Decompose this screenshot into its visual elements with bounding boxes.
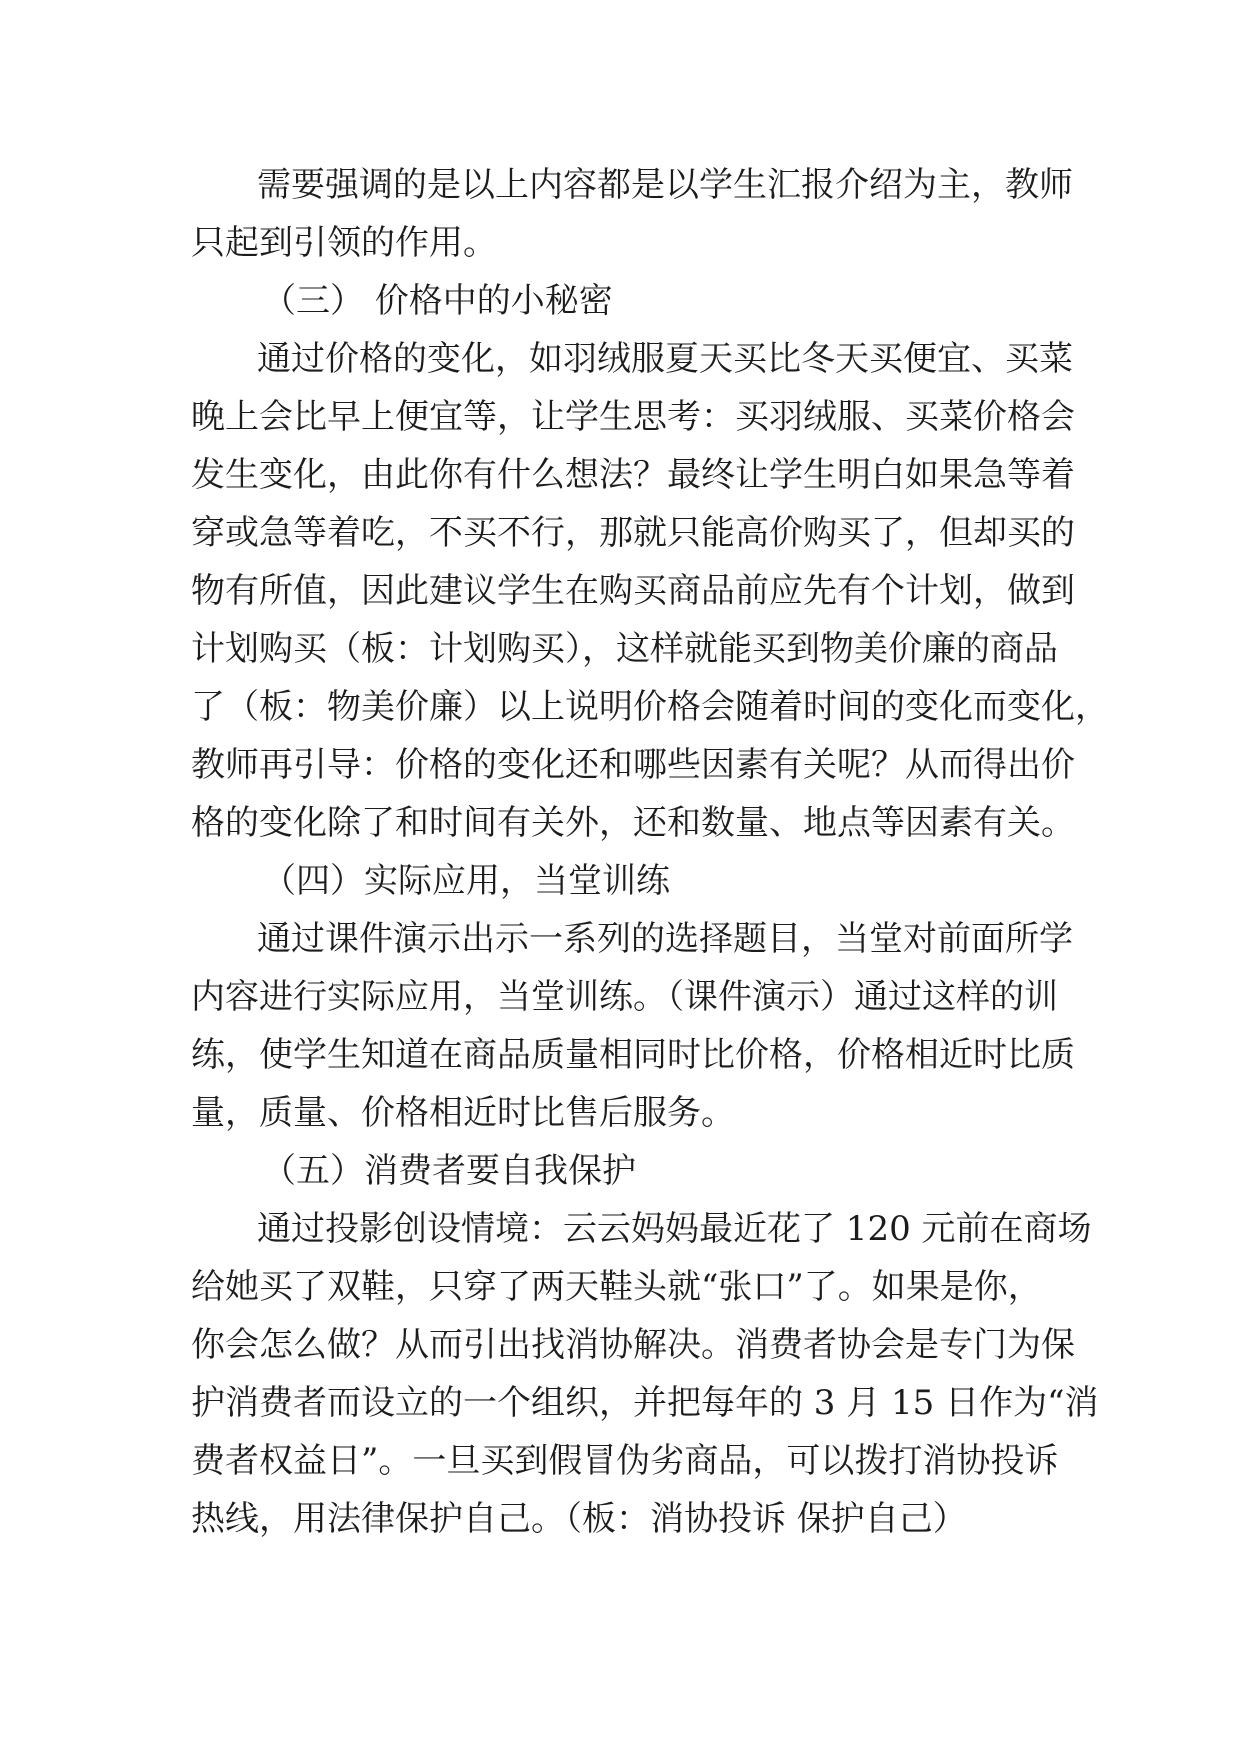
paragraph-line: 计划购买（板：计划购买），这样就能买到物美价廉的商品 <box>191 629 1058 669</box>
paragraph-line: 量，质量、价格相近时比售后服务。 <box>191 1093 735 1133</box>
section-heading-5: （五）消费者要自我保护 <box>262 1151 636 1191</box>
paragraph-line: 费者权益日”。一旦买到假冒伪劣商品，可以拨打消协投诉 <box>191 1441 1059 1481</box>
paragraph-line: 晚上会比早上便宜等，让学生思考：买羽绒服、买菜价格会 <box>191 397 1075 437</box>
paragraph-line: 只起到引领的作用。 <box>191 223 497 263</box>
paragraph-line: 物有所值，因此建议学生在购买商品前应先有个计划，做到 <box>191 571 1075 611</box>
paragraph-line: 通过价格的变化，如羽绒服夏天买比冬天买便宜、买菜 <box>257 339 1073 379</box>
paragraph-line: 护消费者而设立的一个组织，并把每年的 3 月 15 日作为“消 <box>191 1383 1099 1423</box>
paragraph-line: 格的变化除了和时间有关外，还和数量、地点等因素有关。 <box>191 803 1075 843</box>
paragraph-line: 穿或急等着吃，不买不行，那就只能高价购买了，但却买的 <box>191 513 1075 553</box>
paragraph-line: 热线，用法律保护自己。（板：消协投诉 保护自己） <box>191 1499 967 1539</box>
paragraph-line: 需要强调的是以上内容都是以学生汇报介绍为主，教师 <box>257 165 1073 205</box>
section-heading-4: （四）实际应用，当堂训练 <box>262 861 670 901</box>
paragraph-line: 给她买了双鞋，只穿了两天鞋头就“张口”了。如果是你， <box>191 1267 1042 1307</box>
paragraph-line: 内容进行实际应用，当堂训练。（课件演示）通过这样的训 <box>191 977 1058 1017</box>
paragraph-line: 你会怎么做？从而引出找消协解决。消费者协会是专门为保 <box>191 1325 1075 1365</box>
paragraph-line: 练，使学生知道在商品质量相同时比价格，价格相近时比质 <box>191 1035 1075 1075</box>
paragraph-line: 通过课件演示出示一系列的选择题目，当堂对前面所学 <box>257 919 1073 959</box>
paragraph-line: 教师再引导：价格的变化还和哪些因素有关呢？从而得出价 <box>191 745 1075 785</box>
paragraph-line: 通过投影创设情境：云云妈妈最近花了 120 元前在商场 <box>257 1209 1092 1249</box>
paragraph-line: 发生变化，由此你有什么想法？最终让学生明白如果急等着 <box>191 455 1075 495</box>
section-heading-3: （三） 价格中的小秘密 <box>262 281 613 321</box>
paragraph-line: 了（板：物美价廉）以上说明价格会随着时间的变化而变化， <box>191 687 1109 727</box>
